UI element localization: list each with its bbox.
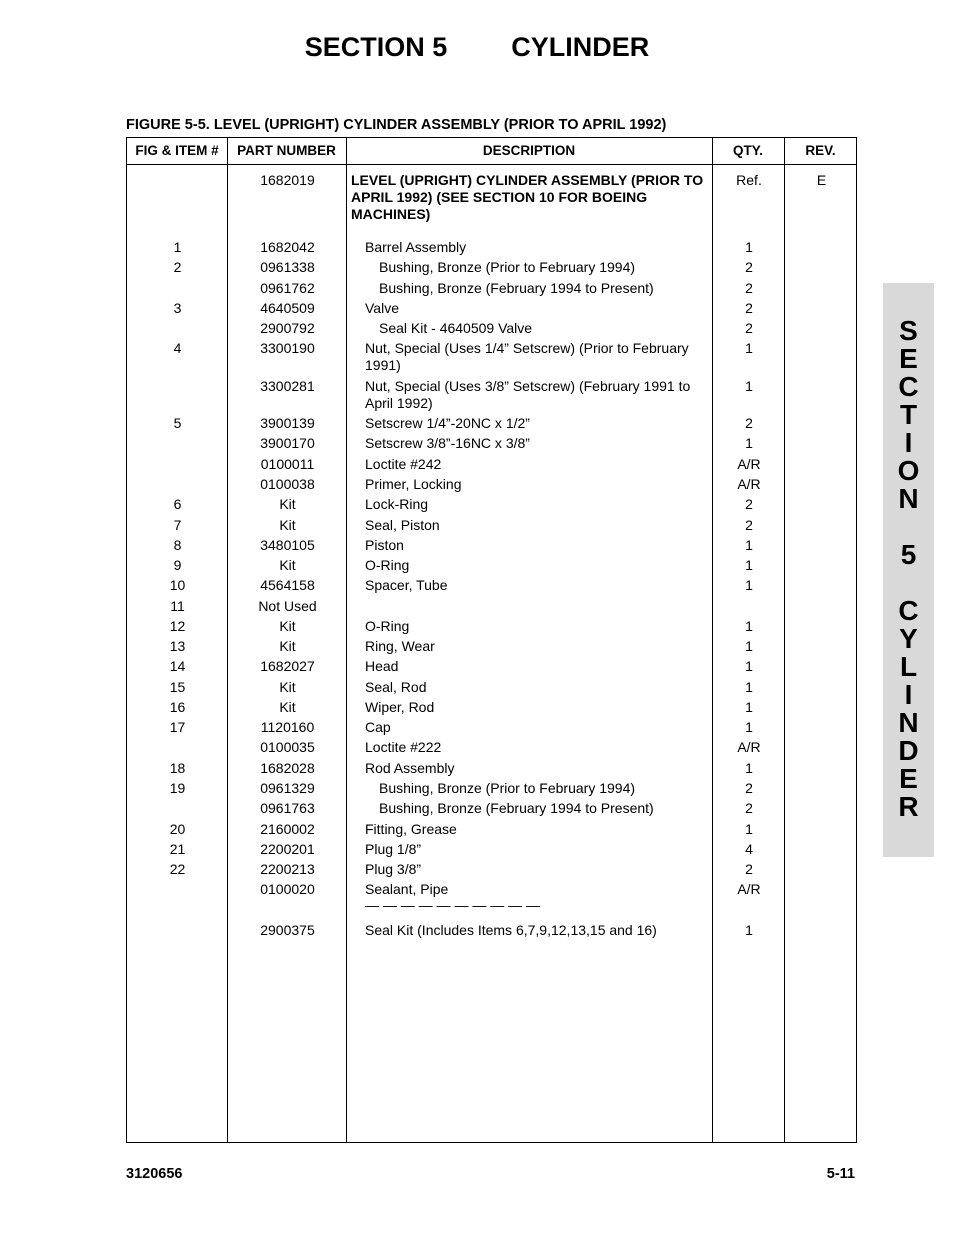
cell-qty: 2 [745,780,753,796]
cell-fig-item: 6 [173,496,182,512]
cell-part-number: 1682027 [260,658,315,674]
cell-part-number: Kit [279,517,296,533]
cell-qty: A/R [737,739,761,755]
cell-qty: 2 [745,861,753,877]
cell-qty: 1 [745,699,753,715]
cell-part-number: Kit [279,638,296,654]
cell-qty: A/R [737,476,761,492]
cell-qty: A/R [737,881,761,897]
cell-description: Seal, Rod [365,679,427,695]
cell-part-number: Kit [279,496,296,512]
cell-description: Spacer, Tube [365,577,448,593]
cell-description: Head [365,658,399,674]
cell-part-number: 1682019 [260,172,315,188]
cell-part-number: 2200213 [260,861,315,877]
side-tab-letter: N [898,483,919,514]
side-tab-letter: L [899,651,918,682]
cell-qty: 1 [745,821,753,837]
cell-fig-item: 13 [169,638,186,654]
header-divider [127,164,856,165]
cell-description: Bushing, Bronze (February 1994 to Present) [379,800,654,816]
cell-part-number: 3300190 [260,340,315,356]
section-title [0,32,954,63]
cell-fig-item: 2 [173,259,182,275]
cell-description: O-Ring [365,618,410,634]
cell-description: LEVEL (UPRIGHT) CYLINDER ASSEMBLY (PRIOR TO APRIL 1992) (SEE SECTION 10 FOR BOEING MACHINES) [351,172,704,222]
cell-description: Plug 1/8” [365,841,422,857]
cell-part-number: 4640509 [260,300,315,316]
cell-description: Cap [365,719,391,735]
cell-qty: 2 [745,259,753,275]
cell-part-number: Kit [279,618,296,634]
cell-qty: 1 [745,239,753,255]
cell-qty: 1 [745,435,753,451]
cell-description: Lock-Ring [365,496,429,512]
cell-description: Plug 3/8” [365,861,422,877]
cell-qty: 1 [745,922,753,938]
cell-qty: 1 [745,638,753,654]
side-tab-letter: E [899,343,918,374]
cell-part-number: 0100011 [260,456,315,472]
cell-fig-item: 17 [169,719,186,735]
cell-description: Wiper, Rod [365,699,435,715]
cell-part-number: 1682042 [260,239,315,255]
cell-description: Bushing, Bronze (Prior to February 1994) [379,259,636,275]
cell-part-number: Kit [279,699,296,715]
cell-fig-item: 20 [169,821,186,837]
cell-qty: 1 [745,618,753,634]
cell-part-number: 1120160 [260,719,315,735]
side-tab-letter: D [898,735,919,766]
side-tab-letter: T [899,399,918,430]
cell-part-number: Not Used [258,598,317,614]
side-tab-letter: O [897,455,920,486]
cell-fig-item: 16 [169,699,186,715]
cell-qty: 2 [745,496,753,512]
cell-fig-item: 9 [173,557,182,573]
cell-description: Seal, Piston [365,517,440,533]
cell-part-number: 0961763 [260,800,315,816]
cell-part-number: 0961338 [260,259,315,275]
column-header-qty: QTY. [732,143,763,158]
cell-part-number: Kit [279,557,296,573]
section-side-tab [883,283,934,857]
side-tab-letter: N [898,707,919,738]
cell-qty: 1 [745,378,753,394]
cell-fig-item: 22 [169,861,186,877]
cell-part-number: 3300281 [260,378,315,394]
cell-part-number: 3900139 [260,415,315,431]
cell-part-number: 4564158 [260,577,315,593]
cell-qty: 1 [745,577,753,593]
side-tab-letter: C [898,371,919,402]
cell-description: Seal Kit - 4640509 Valve [379,320,533,336]
column-header-fig-item: FIG & ITEM # [135,143,219,158]
cell-part-number: 0961762 [260,280,315,296]
cell-qty: 1 [745,679,753,695]
cell-fig-item: 10 [169,577,186,593]
cell-qty: Ref. [736,172,762,188]
cell-description: Nut, Special (Uses 3/8” Setscrew) (February 1991 to April 1992) [365,378,691,411]
cell-qty: A/R [737,456,761,472]
cell-qty: 2 [745,320,753,336]
cell-qty: 4 [745,841,753,857]
cell-qty: 1 [745,537,753,553]
cell-description: Bushing, Bronze (February 1994 to Present) [379,280,654,296]
cell-description: Ring, Wear [365,638,435,654]
column-header-part-number: PART NUMBER [237,143,336,158]
cell-fig-item: 12 [169,618,186,634]
cell-part-number: 0961329 [260,780,315,796]
side-tab-letter: I [904,427,913,458]
cell-qty: 1 [745,719,753,735]
cell-part-number: 3480105 [260,537,315,553]
cell-fig-item: 3 [173,300,182,316]
cell-part-number: Kit [279,679,296,695]
cell-description: — — — — — — — — — — [365,897,541,913]
side-tab-letter: S [899,315,918,346]
side-tab-letter [883,569,934,597]
cell-part-number: 2900792 [260,320,315,336]
cell-description: Primer, Locking [365,476,462,492]
cell-description: Seal Kit (Includes Items 6,7,9,12,13,15 and 16) [365,922,657,938]
cell-qty: 1 [745,658,753,674]
cell-part-number: 1682028 [260,760,315,776]
cell-qty: 2 [745,517,753,533]
section-label: SECTION 5 [304,32,448,62]
cell-part-number: 0100035 [260,739,315,755]
cell-fig-item: 19 [169,780,186,796]
cell-qty: 2 [745,300,753,316]
cell-qty: 2 [745,415,753,431]
cell-part-number: 2200201 [260,841,315,857]
cell-part-number: 0100038 [260,476,315,492]
cell-description: Loctite #242 [365,456,442,472]
cell-part-number: 2160002 [260,821,315,837]
cell-description: Sealant, Pipe [365,881,449,897]
column-header-description: DESCRIPTION [482,143,576,158]
cell-part-number: 3900170 [260,435,315,451]
figure-title: FIGURE 5-5. LEVEL (UPRIGHT) CYLINDER ASSEMBLY (PRIOR TO APRIL 1992) [126,117,667,133]
cell-fig-item: 1 [173,239,182,255]
cell-description: Nut, Special (Uses 1/4” Setscrew) (Prior to February 1991) [365,340,689,373]
cell-description: Valve [365,300,399,316]
page-number: 5-11 [826,1166,855,1182]
cell-qty: 2 [745,800,753,816]
cell-qty: 1 [745,340,753,356]
cell-fig-item: 4 [173,340,182,356]
cell-fig-item: 11 [170,598,185,614]
cell-part-number: 0100020 [260,881,315,897]
side-tab-letter: E [899,763,918,794]
section-name: CYLINDER [511,32,650,62]
side-tab-letter: C [898,595,919,626]
cell-qty: 1 [745,557,753,573]
side-tab-letter [883,513,934,541]
cell-description: Piston [365,537,404,553]
side-tab-letter: R [898,791,919,822]
cell-description: Barrel Assembly [365,239,467,255]
cell-description: Fitting, Grease [365,821,457,837]
document-number: 3120656 [126,1166,183,1182]
column-header-rev: REV. [805,143,836,158]
cell-description: Rod Assembly [365,760,455,776]
cell-fig-item: 15 [169,679,186,695]
cell-qty: 1 [745,760,753,776]
cell-fig-item: 7 [173,517,182,533]
side-tab-letter: I [904,679,913,710]
side-tab-text [883,317,934,821]
cell-fig-item: 14 [169,658,186,674]
side-tab-letter: 5 [900,539,917,570]
parts-table [126,137,857,1143]
cell-description: Bushing, Bronze (Prior to February 1994) [379,780,636,796]
cell-fig-item: 5 [173,415,182,431]
cell-qty: 2 [745,280,753,296]
cell-rev: E [816,172,827,188]
cell-description: Loctite #222 [365,739,442,755]
cell-fig-item: 18 [169,760,186,776]
cell-description: O-Ring [365,557,410,573]
cell-fig-item: 21 [169,841,186,857]
cell-description: Setscrew 1/4”-20NC x 1/2” [365,415,530,431]
cell-fig-item: 8 [173,537,182,553]
side-tab-letter: Y [899,623,918,654]
cell-description: Setscrew 3/8”-16NC x 3/8” [365,435,530,451]
cell-part-number: 2900375 [260,922,315,938]
